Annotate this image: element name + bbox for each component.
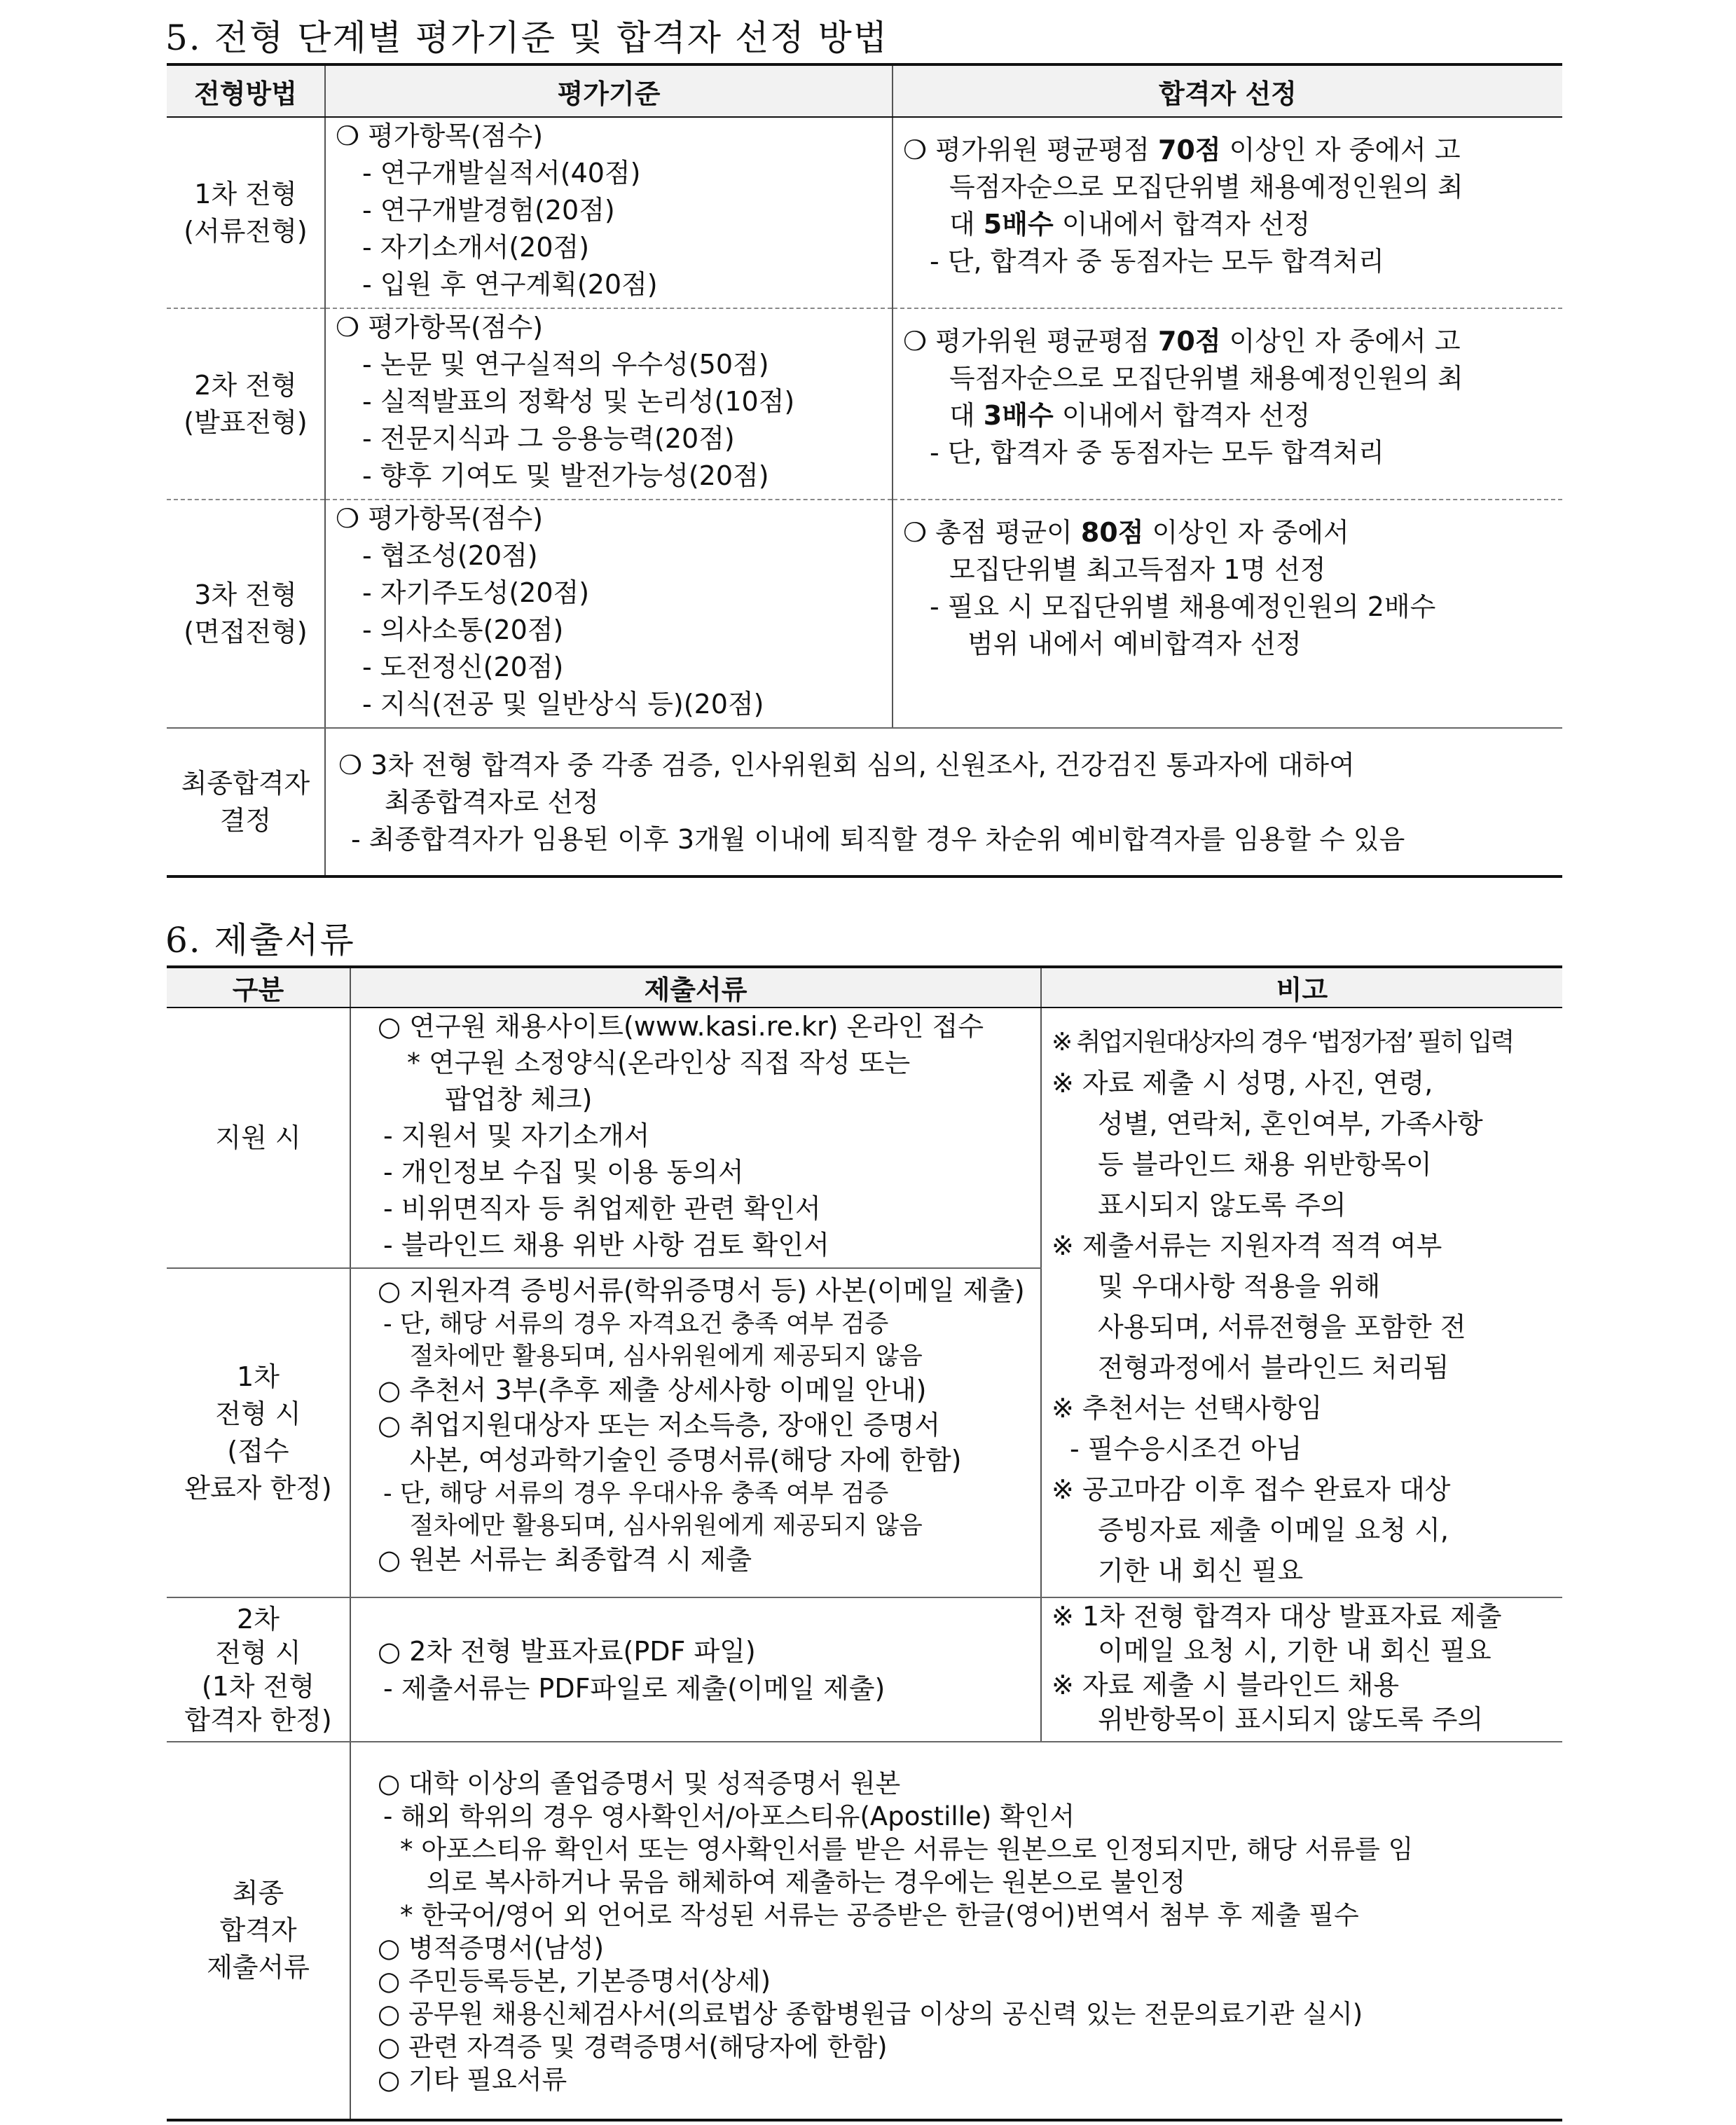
table-row <box>167 1008 1562 1268</box>
stage3-criteria <box>325 500 893 728</box>
header-documents: 제출서류 <box>350 967 1041 1008</box>
selection-multiple: 5배수 <box>983 209 1054 240</box>
note-line: 이메일 요청 시, 기한 내 회신 필요 <box>1098 1635 1492 1666</box>
table-row <box>167 1742 1562 2120</box>
doc-line: - 제출서류는 PDF파일로 제출(이메일 제출) <box>383 1673 886 1704</box>
note-line: 사용되며, 서류전형을 포함한 전 <box>1098 1312 1466 1342</box>
doc-line: * 한국어/영어 외 언어로 작성된 서류는 공증받은 한글(영어)번역서 첨부 후 제출 필수 <box>400 1899 1359 1930</box>
table-header-row <box>167 64 1562 117</box>
note-line: 성별, 연락처, 혼인여부, 가족사항 <box>1098 1108 1483 1139</box>
final-decision-cell <box>167 728 325 876</box>
selection-text: ❍ 평가위원 평균평점 <box>903 326 1158 357</box>
apply-docs <box>350 1008 1041 1268</box>
stage2-selection <box>893 308 1562 500</box>
stage1-cell <box>167 117 325 308</box>
doc-line: - 지원서 및 자기소개서 <box>383 1120 650 1151</box>
note-line: ※ 1차 전형 합격자 대상 발표자료 제출 <box>1052 1601 1502 1632</box>
section6-title: 6. 제출서류 <box>165 920 355 961</box>
doc-line: ○ 대학 이상의 졸업증명서 및 성적증명서 원본 <box>378 1768 901 1799</box>
note-line: 전형과정에서 블라인드 처리됨 <box>1098 1352 1449 1383</box>
selection-text: 이내에서 합격자 선정 <box>1053 209 1311 240</box>
notes-main <box>1041 1008 1562 1597</box>
final-docs-cell <box>167 1742 350 2120</box>
criteria-item: - 자기소개서(20점) <box>362 232 590 263</box>
table-row <box>167 1597 1562 1742</box>
final-line: ❍ 3차 전형 합격자 중 각종 검증, 인사위원회 심의, 신원조사, 건강검진 통과자에 대하여 <box>338 750 1355 780</box>
doc-line: ○ 지원자격 증빙서류(학위증명서 등) 사본(이메일 제출) <box>378 1275 1025 1306</box>
criteria-item: - 논문 및 연구실적의 우수성(50점) <box>362 349 769 380</box>
selection-line <box>903 397 1552 434</box>
header-criteria: 평가기준 <box>325 64 893 117</box>
note-line: 위반항목이 표시되지 않도록 주의 <box>1098 1704 1484 1735</box>
table-header-row <box>167 967 1562 1008</box>
selection-line <box>903 323 1552 360</box>
header-selection: 합격자 선정 <box>893 64 1562 117</box>
note-line: ※ 자료 제출 시 블라인드 채용 <box>1052 1670 1400 1700</box>
stage2-cell <box>167 308 325 500</box>
selection-score: 80점 <box>1080 517 1144 548</box>
table-row <box>167 728 1562 876</box>
stage1-docs-cell <box>167 1268 350 1597</box>
doc-line: - 해외 학위의 경우 영사확인서/아포스티유(Apostille) 확인서 <box>383 1801 1075 1831</box>
stage1-name: 1차 전형 <box>194 178 297 209</box>
note-line: 증빙자료 제출 이메일 요청 시, <box>1098 1515 1449 1546</box>
doc-line: ○ 취업지원대상자 또는 저소득층, 장애인 증명서 <box>378 1410 941 1440</box>
doc-line: ○ 관련 자격증 및 경력증명서(해당자에 한함) <box>378 2031 888 2062</box>
category-name: 제출서류 <box>207 1952 310 1983</box>
doc-line: - 블라인드 채용 위반 사항 검토 확인서 <box>383 1230 829 1260</box>
selection-text: ❍ 총점 평균이 <box>903 517 1081 548</box>
final-docs <box>350 1742 1562 2120</box>
criteria-item: - 도전정신(20점) <box>362 652 564 682</box>
doc-line: - 개인정보 수집 및 이용 동의서 <box>383 1157 744 1188</box>
selection-line <box>903 206 1552 243</box>
doc-line: ○ 2차 전형 발표자료(PDF 파일) <box>378 1636 756 1667</box>
stage2-notes <box>1041 1597 1562 1742</box>
criteria-item: - 지식(전공 및 일반상식 등)(20점) <box>362 689 764 720</box>
documents-table <box>167 965 1562 2121</box>
selection-text: 이내에서 합격자 선정 <box>1053 400 1311 431</box>
stage3-name: 3차 전형 <box>194 579 297 610</box>
stage3-selection <box>893 500 1562 728</box>
selection-text: 이상인 자 중에서 고 <box>1220 135 1461 165</box>
stage3-cell <box>167 500 325 728</box>
final-decision-text <box>325 728 1562 876</box>
stage2-criteria <box>325 308 893 500</box>
selection-line: 득점자순으로 모집단위별 채용예정인원의 최 <box>949 363 1463 394</box>
stage2-docs <box>350 1597 1041 1742</box>
selection-line: 모집단위별 최고득점자 1명 선정 <box>949 554 1326 585</box>
table-row <box>167 117 1562 308</box>
selection-line: - 단, 합격자 중 동점자는 모두 합격처리 <box>930 437 1384 468</box>
final-name: 결정 <box>219 804 272 836</box>
doc-line: * 아포스티유 확인서 또는 영사확인서를 받은 서류는 원본으로 인정되지만, 해당 서류를 임 <box>400 1834 1414 1864</box>
doc-line: ○ 주민등록등본, 기본증명서(상세) <box>378 1965 771 1996</box>
doc-line: 절차에만 활용되며, 심사위원에게 제공되지 않음 <box>410 1512 923 1540</box>
section5-title: 5. 전형 단계별 평가기준 및 합격자 선정 방법 <box>165 18 889 58</box>
selection-multiple: 3배수 <box>983 400 1054 431</box>
selection-text: ❍ 평가위원 평균평점 <box>903 135 1158 165</box>
doc-line: ○ 원본 서류는 최종합격 시 제출 <box>378 1544 752 1575</box>
stage3-sub: (면접전형) <box>184 617 308 647</box>
stage1-criteria <box>325 117 893 308</box>
note-line: 등 블라인드 채용 위반항목이 <box>1098 1149 1432 1180</box>
doc-line: ○ 공무원 채용신체검사서(의료법상 종합병원급 이상의 공신력 있는 전문의료기관 실시) <box>378 1998 1363 2029</box>
stage1-selection <box>893 117 1562 308</box>
note-line: ※ 제출서류는 지원자격 적격 여부 <box>1052 1230 1442 1261</box>
criteria-item: - 협조성(20점) <box>362 540 538 571</box>
stage1-sub: (서류전형) <box>184 215 308 247</box>
category-name: (접수 <box>227 1436 289 1466</box>
final-line: - 최종합격자가 임용된 이후 3개월 이내에 퇴직할 경우 차순위 예비합격자를 임용할 수 있음 <box>351 824 1405 855</box>
final-line: 최종합격자로 선정 <box>385 787 599 818</box>
selection-text: 대 <box>949 400 984 431</box>
selection-line <box>903 132 1552 169</box>
category-name: 합격자 <box>219 1915 297 1946</box>
category-name: 2차 <box>237 1604 280 1635</box>
criteria-head: ❍ 평가항목(점수) <box>336 121 544 151</box>
doc-line: ○ 기타 필요서류 <box>378 2064 567 2095</box>
doc-line: 의로 복사하거나 묶음 해체하여 제출하는 경우에는 원본으로 불인정 <box>427 1866 1186 1897</box>
selection-line: - 단, 합격자 중 동점자는 모두 합격처리 <box>930 246 1384 277</box>
table-row <box>167 500 1562 728</box>
selection-text: 이상인 자 중에서 고 <box>1220 326 1461 357</box>
selection-line: 득점자순으로 모집단위별 채용예정인원의 최 <box>949 172 1463 202</box>
doc-line: - 단, 해당 서류의 경우 우대사유 충족 여부 검증 <box>383 1480 889 1508</box>
doc-line: ○ 연구원 채용사이트(www.kasi.re.kr) 온라인 접수 <box>378 1011 984 1042</box>
doc-line: * 연구원 소정양식(온라인상 직접 작성 또는 <box>407 1047 911 1078</box>
criteria-item: - 입원 후 연구계획(20점) <box>362 269 658 300</box>
doc-line: 절차에만 활용되며, 심사위원에게 제공되지 않음 <box>410 1342 923 1370</box>
note-line: ※ 취업지원대상자의 경우 ‘법정가점’ 필히 입력 <box>1052 1028 1513 1057</box>
category-name: (1차 전형 <box>201 1671 315 1702</box>
stage2-name: 2차 전형 <box>194 369 297 401</box>
stage2-sub: (발표전형) <box>184 406 308 438</box>
note-line: 기한 내 회신 필요 <box>1098 1555 1304 1586</box>
criteria-head: ❍ 평가항목(점수) <box>336 312 544 343</box>
selection-text: 대 <box>949 209 984 240</box>
stage2-docs-cell <box>167 1597 350 1742</box>
criteria-item: - 자기주도성(20점) <box>362 577 590 608</box>
criteria-item: - 연구개발경험(20점) <box>362 195 615 226</box>
selection-line: - 필요 시 모집단위별 채용예정인원의 2배수 <box>930 591 1436 622</box>
doc-line: - 비위면직자 등 취업제한 관련 확인서 <box>383 1193 821 1224</box>
category-name: 전형 시 <box>215 1398 301 1429</box>
category-name: 최종 <box>232 1878 284 1909</box>
selection-line <box>903 514 1552 551</box>
header-notes: 비고 <box>1041 967 1562 1008</box>
selection-score: 70점 <box>1157 135 1221 165</box>
criteria-item: - 전문지식과 그 응용능력(20점) <box>362 423 735 454</box>
final-name: 최종합격자 <box>181 767 310 799</box>
note-line: 및 우대사항 적용을 위해 <box>1098 1271 1381 1302</box>
category-name: 1차 <box>237 1361 280 1392</box>
note-line: ※ 공고마감 이후 접수 완료자 대상 <box>1052 1474 1451 1505</box>
criteria-item: - 실적발표의 정확성 및 논리성(10점) <box>362 386 795 417</box>
doc-line: - 단, 해당 서류의 경우 자격요건 충족 여부 검증 <box>383 1310 889 1338</box>
note-line: ※ 자료 제출 시 성명, 사진, 연령, <box>1052 1068 1433 1099</box>
selection-score: 70점 <box>1157 326 1221 357</box>
criteria-head: ❍ 평가항목(점수) <box>336 503 544 534</box>
criteria-item: - 연구개발실적서(40점) <box>362 158 641 188</box>
doc-line: ○ 추천서 3부(추후 제출 상세사항 이메일 안내) <box>378 1375 927 1405</box>
selection-text: 이상인 자 중에서 <box>1143 517 1349 548</box>
note-line: - 필수응시조건 아님 <box>1070 1433 1302 1464</box>
doc-line: 사본, 여성과학기술인 증명서류(해당 자에 한함) <box>410 1445 962 1476</box>
header-category: 구분 <box>167 967 350 1008</box>
stage1-docs <box>350 1268 1041 1597</box>
doc-line: 팝업창 체크) <box>445 1084 593 1115</box>
header-method: 전형방법 <box>167 64 325 117</box>
criteria-item: - 의사소통(20점) <box>362 614 564 645</box>
selection-line: 범위 내에서 예비합격자 선정 <box>967 628 1302 659</box>
note-line: 표시되지 않도록 주의 <box>1098 1190 1346 1220</box>
apply-cell: 지원 시 <box>167 1008 350 1268</box>
evaluation-criteria-table <box>167 63 1562 878</box>
category-name: 합격자 한정) <box>184 1705 332 1735</box>
table-row <box>167 308 1562 500</box>
category-name: 전형 시 <box>215 1637 301 1668</box>
note-line: ※ 추천서는 선택사항임 <box>1052 1393 1323 1424</box>
criteria-item: - 향후 기여도 및 발전가능성(20점) <box>362 460 769 491</box>
category-name: 완료자 한정) <box>184 1473 332 1504</box>
doc-line: ○ 병적증명서(남성) <box>378 1932 605 1963</box>
